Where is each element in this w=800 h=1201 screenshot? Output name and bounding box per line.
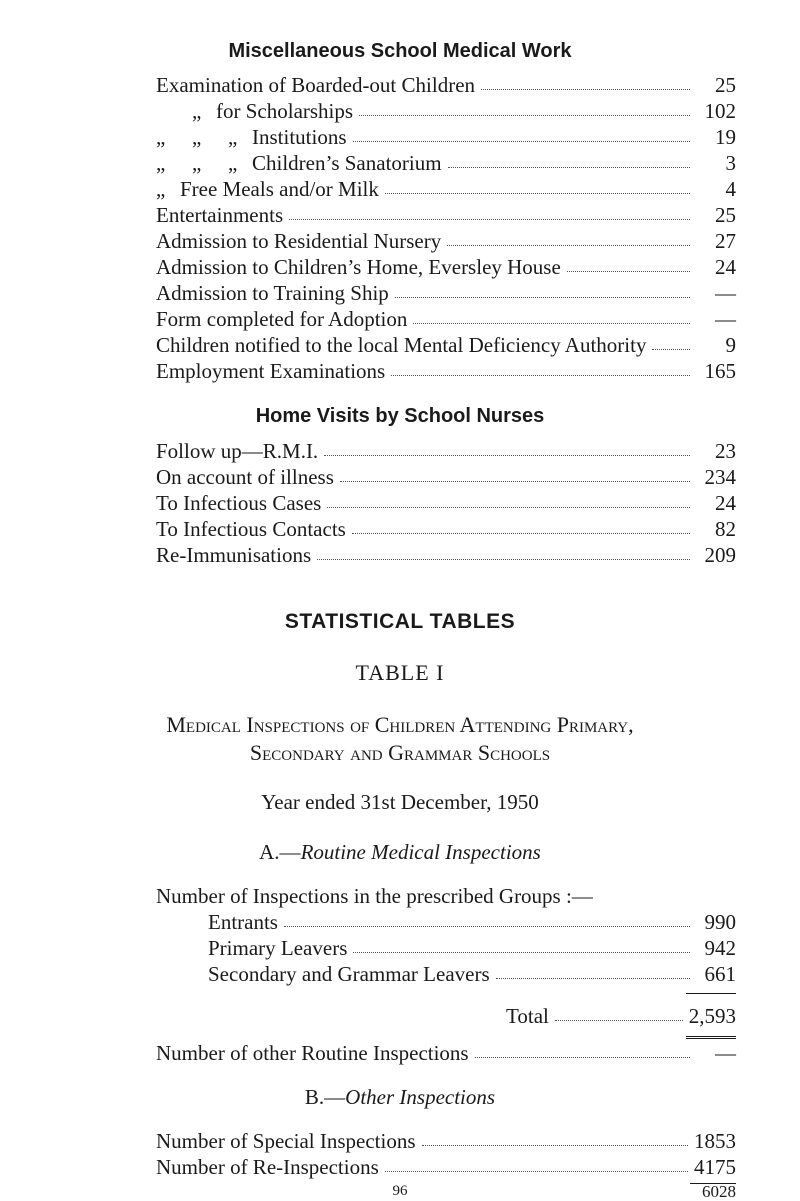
misc-row <box>156 124 736 150</box>
row-label: On account of illness <box>156 465 334 489</box>
row-label: Follow up—R.M.I. <box>156 439 319 463</box>
row-label: Secondary and Grammar Leavers <box>208 962 490 986</box>
routine-row <box>208 935 736 961</box>
row-value: 102 <box>704 99 736 123</box>
table-subtitle-line1: Medical Inspections of Children Attending Primary, <box>166 712 634 737</box>
row-label: Admission to Children’s Home, Eversley House <box>156 255 561 279</box>
visit-row <box>156 464 736 490</box>
row-value: 661 <box>704 962 736 986</box>
row-label: Number of other Routine Inspections <box>156 1041 469 1065</box>
row-value: — <box>715 307 736 331</box>
row-label: for Scholarships <box>216 99 354 123</box>
row-value: 4 <box>725 177 736 201</box>
row-value: 82 <box>715 517 736 541</box>
row-value: 3 <box>725 151 736 175</box>
misc-row <box>156 98 736 124</box>
row-label: Re-Immunisations <box>156 543 312 567</box>
ditto-mark: „ <box>228 151 238 175</box>
row-label: Number of Re-Inspections <box>156 1155 379 1179</box>
row-value: 990 <box>704 910 736 934</box>
statistical-title: STATISTICAL TABLES <box>284 610 516 633</box>
home-visits-title: Home Visits by School Nurses <box>255 405 545 427</box>
row-value: 165 <box>704 359 736 383</box>
row-label: Entertainments <box>156 203 284 227</box>
row-value: — <box>715 1041 736 1065</box>
other-row <box>156 1128 736 1154</box>
total-double-rule <box>686 1036 736 1039</box>
misc-title: Miscellaneous School Medical Work <box>228 40 572 62</box>
ditto-mark: „ <box>192 125 202 149</box>
routine-heading <box>0 840 800 865</box>
routine-row <box>208 961 736 987</box>
heading-prefix: A.— <box>259 840 301 864</box>
other-heading <box>0 1085 800 1110</box>
row-label: Children’s Sanatorium <box>252 151 442 175</box>
ditto-mark: „ <box>192 151 202 175</box>
row-label: Admission to Training Ship <box>156 281 389 305</box>
row-label: Free Meals and/or Milk <box>180 177 379 201</box>
row-label: Primary Leavers <box>208 936 348 960</box>
row-label: Admission to Residential Nursery <box>156 229 442 253</box>
ditto-mark: „ <box>156 177 166 201</box>
ditto-mark: „ <box>156 125 166 149</box>
ditto-mark: „ <box>228 125 238 149</box>
row-label: Number of Special Inspections <box>156 1129 416 1153</box>
table-label: TABLE I <box>355 660 445 685</box>
misc-row <box>156 150 736 176</box>
other-routine-row <box>156 1040 736 1066</box>
row-label: Total <box>506 1004 549 1028</box>
misc-row <box>156 228 736 254</box>
misc-row <box>156 306 736 332</box>
row-value: 9 <box>725 333 736 357</box>
misc-row <box>156 72 736 98</box>
heading-prefix: B.— <box>304 1085 346 1109</box>
page-number: 96 <box>392 1183 408 1199</box>
row-value: 27 <box>715 229 736 253</box>
row-value: 1853 <box>694 1129 736 1153</box>
ditto-mark: „ <box>156 151 166 175</box>
row-label: Entrants <box>208 910 278 934</box>
row-value: 24 <box>715 255 736 279</box>
row-value: 2,593 <box>688 1004 736 1028</box>
row-label: Employment Examinations <box>156 359 386 383</box>
row-label: To Infectious Contacts <box>156 517 346 541</box>
other-row <box>156 1154 736 1180</box>
misc-row <box>156 202 736 228</box>
routine-intro <box>156 883 736 909</box>
year-ended: Year ended 31st December, 1950 <box>261 790 539 814</box>
heading-text: Routine Medical Inspections <box>300 840 541 864</box>
visit-row <box>156 516 736 542</box>
routine-total-row <box>506 1003 736 1029</box>
visit-row <box>156 542 736 568</box>
row-value: 942 <box>704 936 736 960</box>
row-value: 23 <box>715 439 736 463</box>
row-value: 25 <box>715 73 736 97</box>
row-value: 234 <box>704 465 736 489</box>
row-label: Institutions <box>252 125 347 149</box>
row-value: 24 <box>715 491 736 515</box>
row-value: 4175 <box>694 1155 736 1179</box>
visit-row <box>156 490 736 516</box>
misc-row <box>156 332 736 358</box>
row-value: 209 <box>704 543 736 567</box>
row-label: Number of Inspections in the prescribed Groups :— <box>156 884 593 908</box>
misc-row <box>156 358 736 384</box>
row-value: 25 <box>715 203 736 227</box>
other-total-value: 6028 <box>702 1182 736 1201</box>
row-value: 19 <box>715 125 736 149</box>
routine-row <box>208 909 736 935</box>
misc-row <box>156 280 736 306</box>
row-label: To Infectious Cases <box>156 491 322 515</box>
misc-row <box>156 254 736 280</box>
row-label: Examination of Boarded-out Children <box>156 73 476 97</box>
visit-row <box>156 438 736 464</box>
ditto-mark: „ <box>192 99 202 123</box>
table-subtitle-line2: Secondary and Grammar Schools <box>249 740 551 765</box>
row-label: Children notified to the local Mental Deficiency Authority <box>156 333 647 357</box>
subtotal-rule <box>686 993 736 994</box>
row-value: — <box>715 281 736 305</box>
heading-text: Other Inspections <box>345 1085 496 1109</box>
misc-row <box>156 176 736 202</box>
row-label: Form completed for Adoption <box>156 307 408 331</box>
